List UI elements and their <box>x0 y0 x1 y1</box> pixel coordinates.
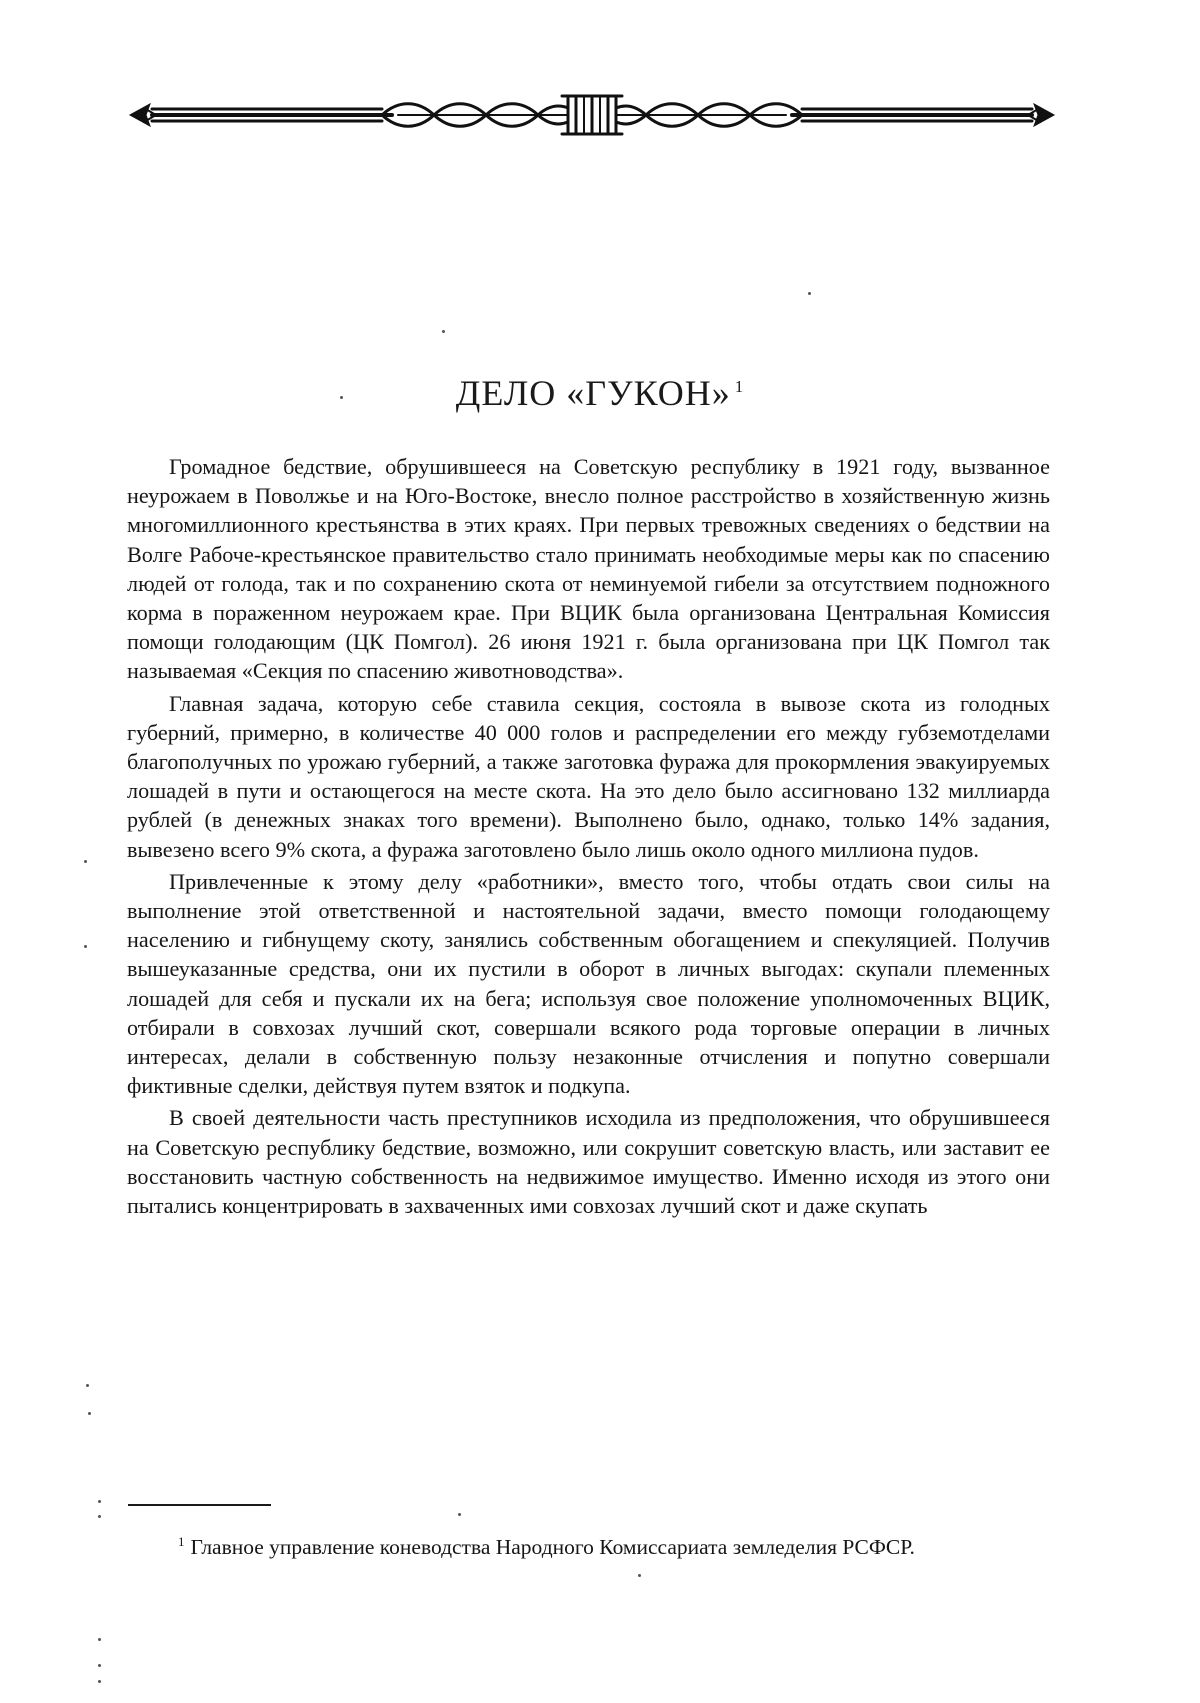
footnote-mark: 1 <box>178 1534 185 1549</box>
footnote-text: Главное управление коневодства Народного Комиссариата земледелия РСФСР. <box>190 1535 915 1560</box>
scan-speck <box>98 1500 101 1503</box>
scan-speck <box>98 1680 101 1683</box>
scan-speck <box>98 1638 101 1641</box>
scan-speck <box>84 860 87 863</box>
title-footnote-mark: 1 <box>734 377 745 396</box>
scan-speck <box>808 292 811 295</box>
scan-speck <box>98 1664 101 1667</box>
scan-speck <box>458 1513 461 1516</box>
title-text: ДЕЛО «ГУКОН» <box>455 373 731 413</box>
paragraph-4: В своей деятельности часть преступников исходила из предположения, что обрушившееся на Советскую республику бедствие, возможно, или сокрушит советскую власть, или заставит ее восстановить частную собственность на недвижимое имущество. Именно исходя из этого они пытались концентрировать в захваченных ими совхозах лучший скот и даже скупать <box>127 1105 1050 1219</box>
paragraph-3: Привлеченные к этому делу «работники», вместо того, чтобы отдать свои силы на выполнение этой ответственной и настоятельной задачи, вместо помощи голодающему населению и гибнущему скоту, занялись собственным обогащением и спекуляцией. Получив вышеуказанные средства, они их пустили в оборот в личных выгодах: скупали племенных лошадей для себя и пускали их на бега; используя свое положение уполномоченных ВЦИК, отбирали в совхозах лучший скот, совершали всякого рода торговые операции в личных интересах, делали в собственную пользу незаконные отчисления и попутно совершали фиктивные сделки, действуя путем взяток и подкупа. <box>127 868 1050 1099</box>
scan-speck <box>88 1412 91 1415</box>
document-title <box>0 372 1200 414</box>
paragraph-1: Громадное бедствие, обрушившееся на Советскую республику в 1921 году, вызванное неурожаем в Поволжье и на Юго-Востоке, внесло полное расстройство в хозяйственную жизнь многомиллионного крестьянства в этих краях. При первых тревожных сведениях о бедствии на Волге Рабоче-крестьянское правительство стало принимать необходимые меры как по спасению людей от голода, так и по сохранению скота от неминуемой гибели за отсутствием подножного корма в пораженном неурожаем крае. При ВЦИК была организована Центральная Комиссия помощи голодающим (ЦК Помгол). 26 июня 1921 г. была организована при ЦК Помгол так называемая «Секция по спасению животноводства». <box>127 454 1050 684</box>
decorative-ornament-icon <box>128 92 1056 138</box>
body-text <box>127 452 1050 1220</box>
footnote-divider <box>128 1504 271 1506</box>
scan-speck <box>638 1574 641 1577</box>
scan-speck <box>442 330 445 333</box>
scan-speck <box>340 396 343 399</box>
footnote <box>128 1528 1050 1561</box>
scan-speck <box>98 1515 101 1518</box>
scan-speck <box>84 945 87 948</box>
scan-speck <box>86 1384 89 1387</box>
paragraph-2: Главная задача, которую себе ставила секция, состояла в вывозе скота из голодных губерний, примерно, в количестве 40 000 голов и распределении его между губземотделами благополучных по урожаю губерний, а также заготовка фуража для прокормления эвакуируемых лошадей в пути и остающегося на месте скота. На это дело было ассигновано 132 миллиарда рублей (в денежных знаках того времени). Выполнено было, однако, только 14% задания, вывезено всего 9% скота, а фуража заготовлено было лишь около одного миллиона пудов. <box>127 690 1050 862</box>
